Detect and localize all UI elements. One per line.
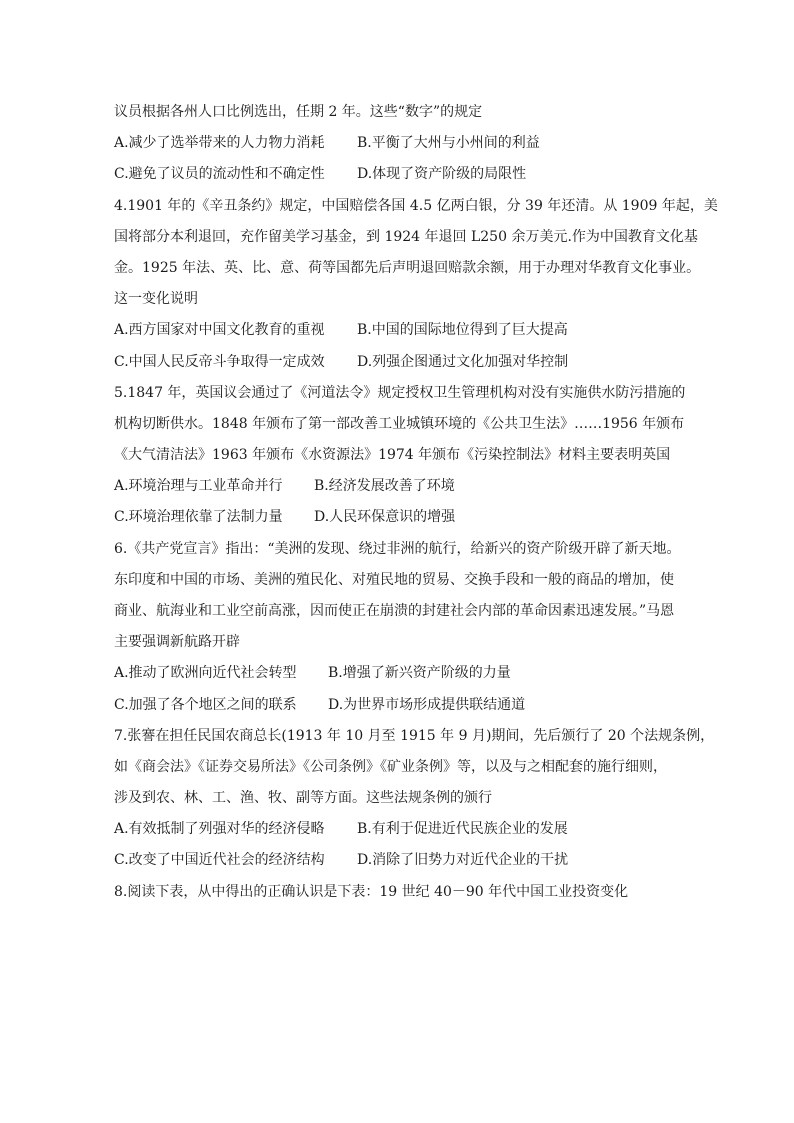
q7-option-b: B.有利于促进近代民族企业的发展 bbox=[357, 821, 568, 837]
q5-option-b: B.经济发展改善了环境 bbox=[314, 478, 455, 494]
q3-option-d: D.体现了资产阶级的局限性 bbox=[357, 166, 527, 182]
question-4-stem-line-3: 金。1925 年法、英、比、意、荷等国都先后声明退回赔款余额，用于办理对华教育文化事业。 bbox=[114, 260, 701, 276]
q3-option-c: C.避免了议员的流动性和不确定性 bbox=[114, 166, 325, 182]
q7-option-d: D.消除了旧势力对近代企业的干扰 bbox=[357, 852, 569, 868]
q5-option-d: D.人民环保意识的增强 bbox=[314, 509, 456, 525]
question-4-stem-line-1: 4.1901 年的《辛丑条约》规定，中国赔偿各国 4.5 亿两白银，分 39 年还清。从 1909 年起，美 bbox=[114, 198, 718, 214]
q6-option-a: A.推动了欧洲向近代社会转型 bbox=[114, 665, 297, 681]
question-8-stem: 8.阅读下表，从中得出的正确认识是下表：19 世纪 40－90 年代中国工业投资变化 bbox=[114, 884, 629, 900]
q4-option-b: B.中国的国际地位得到了巨大提高 bbox=[357, 322, 568, 338]
question-4-stem-line-2: 国将部分本利退回，充作留美学习基金，到 1924 年退回 L250 余万美元.作为中国教育文化基 bbox=[114, 229, 698, 245]
question-5-stem-line-3: 《大气清洁法》1963 年颁布《水资源法》1974 年颁布《污染控制法》材料主要表明英国 bbox=[114, 447, 671, 463]
question-4-stem-line-4: 这一变化说明 bbox=[114, 291, 198, 307]
q4-option-a: A.西方国家对中国文化教育的重视 bbox=[114, 322, 325, 338]
question-3-stem-end: 议员根据各州人口比例选出，任期 2 年。这些“数字”的规定 bbox=[114, 104, 483, 120]
q7-option-a: A.有效抵制了列强对华的经济侵略 bbox=[114, 821, 325, 837]
question-6-stem-line-3: 商业、航海业和工业空前高涨，因而使正在崩溃的封建社会内部的革命因素迅速发展。”马恩 bbox=[114, 603, 675, 619]
question-6-stem-line-2: 东印度和中国的市场、美洲的殖民化、对殖民地的贸易、交换手段和一般的商品的增加，使 bbox=[114, 572, 674, 588]
q3-option-b: B.平衡了大州与小州间的利益 bbox=[357, 135, 540, 151]
question-5-stem-line-1: 5.1847 年，英国议会通过了《河道法令》规定授权卫生管理机构对没有实施供水防污措施的 bbox=[114, 385, 686, 401]
question-5-stem-line-2: 机构切断供水。1848 年颁布了第一部改善工业城镇环境的《公共卫生法》……1956 年颁布 bbox=[114, 416, 685, 432]
q5-option-a: A.环境治理与工业革命并行 bbox=[114, 478, 283, 494]
q6-option-d: D.为世界市场形成提供联结通道 bbox=[328, 697, 526, 713]
q7-option-c: C.改变了中国近代社会的经济结构 bbox=[114, 852, 325, 868]
question-7-stem-line-2: 如《商会法》《证券交易所法》《公司条例》《矿业条例》等，以及与之相配套的施行细则， bbox=[114, 759, 667, 775]
question-6-stem-line-1: 6.《共产党宣言》指出：“美洲的发现、绕过非洲的航行，给新兴的资产阶级开辟了新天地。 bbox=[114, 541, 681, 557]
q6-option-c: C.加强了各个地区之间的联系 bbox=[114, 697, 297, 713]
question-7-stem-line-1: 7.张謇在担任民国农商总长(1913 年 10 月至 1915 年 9 月)期间，先后颁行了 20 个法规条例， bbox=[114, 728, 715, 744]
q4-option-d: D.列强企图通过文化加强对华控制 bbox=[357, 354, 569, 370]
q3-option-a: A.减少了选举带来的人力物力消耗 bbox=[114, 135, 325, 151]
q6-option-b: B.增强了新兴资产阶级的力量 bbox=[328, 665, 511, 681]
q4-option-c: C.中国人民反帝斗争取得一定成效 bbox=[114, 354, 325, 370]
question-7-stem-line-3: 涉及到农、林、工、渔、牧、副等方面。这些法规条例的颁行 bbox=[114, 790, 492, 806]
question-6-stem-line-4: 主要强调新航路开辟 bbox=[114, 634, 240, 650]
q5-option-c: C.环境治理依靠了法制力量 bbox=[114, 509, 283, 525]
